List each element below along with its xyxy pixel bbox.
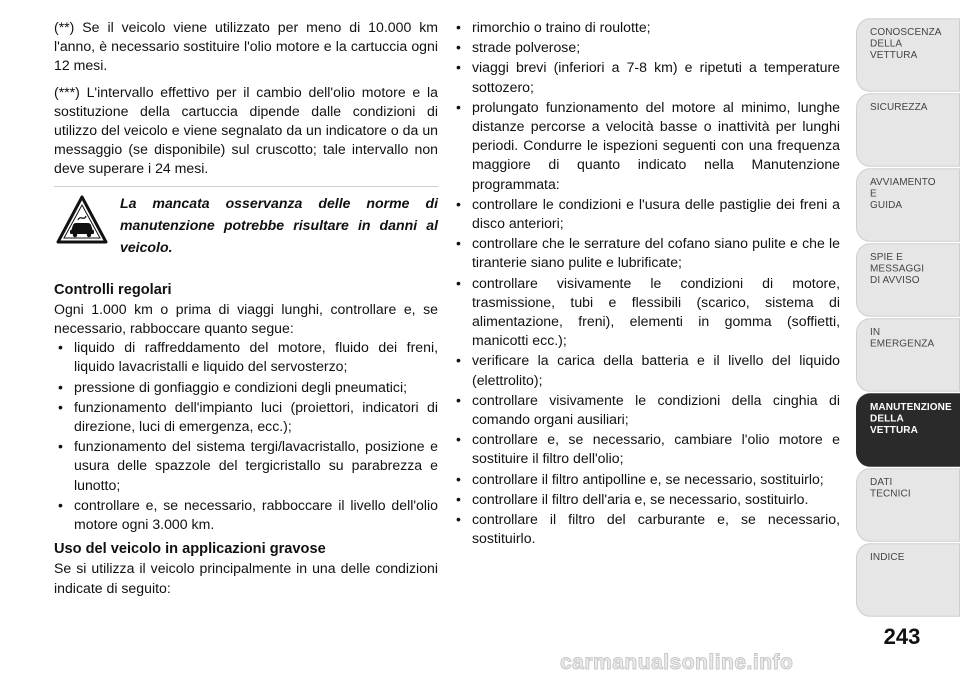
list-item: • pressione di gonfiaggio e condizioni degli pneumatici;: [54, 378, 438, 397]
list-item: • controllare che le serrature del cofano siano pulite e che le tiranterie siano pulite e lubrificate;: [452, 234, 840, 272]
list-item: • controllare le condizioni e l'usura delle pastiglie dei freni a disco anteriori;: [452, 195, 840, 233]
tab-dati-tecnici[interactable]: DATI TECNICI: [856, 468, 960, 542]
chapter-tabs: [856, 20, 960, 620]
heavy-use-heading: Uso del veicolo in applicazioni gravose: [54, 541, 326, 558]
regular-checks-list: [54, 338, 438, 534]
heavy-use-list: [452, 18, 840, 548]
list-item: • verificare la carica della batteria e il livello del liquido (elettrolito);: [452, 351, 840, 389]
right-column: [452, 18, 840, 549]
tab-sicurezza[interactable]: SICUREZZA: [856, 93, 960, 167]
list-item: • prolungato funzionamento del motore al minimo, lunghe distanze percorse a velocità basse o inattività per lunghi periodi. Condurre le ispezioni seguenti con una frequenza maggiore di quanto indicato nella Manutenzione programmata:: [452, 98, 840, 194]
list-item: • liquido di raffreddamento del motore, fluido dei freni, liquido lavacristalli e liquido del servosterzo;: [54, 338, 438, 376]
list-item: • controllare visivamente le condizioni della cinghia di comando organi ausiliari;: [452, 391, 840, 429]
page-number: 243: [883, 624, 921, 649]
tab-conoscenza-della-vettura[interactable]: CONOSCENZA DELLA VETTURA: [856, 18, 960, 92]
watermark: carmanualsonline.info: [560, 651, 794, 674]
list-item: • strade polverose;: [452, 38, 840, 57]
heavy-use-intro: Se si utilizza il veicolo principalmente in una delle condizioni indicate di seguito:: [54, 560, 438, 596]
list-item: • controllare e, se necessario, cambiare l'olio motore e sostituire il filtro dell'olio;: [452, 430, 840, 468]
left-column: [54, 18, 438, 598]
list-item: • funzionamento dell'impianto luci (proiettori, indicatori di direzione, luci di emergenza, ecc.);: [54, 398, 438, 436]
list-item: • controllare il filtro antipolline e, se necessario, sostituirlo;: [452, 470, 840, 489]
footnote-double-asterisk: (**) Se il veicolo viene utilizzato per meno di 10.000 km l'anno, è necessario sostituire l'olio motore e la cartuccia ogni 12 mesi.: [54, 19, 438, 74]
tab-spie-e-messaggi[interactable]: SPIE E MESSAGGI DI AVVISO: [856, 243, 960, 317]
tab-manutenzione-della-vettura[interactable]: MANUTENZIONE DELLA VETTURA: [856, 393, 960, 467]
tab-avviamento-e-guida[interactable]: AVVIAMENTO E GUIDA: [856, 168, 960, 242]
warning-text: La mancata osservanza delle norme di manutenzione potrebbe risultare in danni al veicolo.: [120, 194, 438, 255]
tab-in-emergenza[interactable]: IN EMERGENZA: [856, 318, 960, 392]
regular-checks-heading: Controlli regolari: [54, 281, 172, 298]
tab-indice[interactable]: INDICE: [856, 543, 960, 617]
list-item: • viaggi brevi (inferiori a 7-8 km) e ripetuti a temperature sottozero;: [452, 58, 840, 96]
list-item: • controllare il filtro dell'aria e, se necessario, sostituirlo.: [452, 490, 840, 509]
list-item: • controllare e, se necessario, rabboccare il livello dell'olio motore ogni 3.000 km.: [54, 496, 438, 534]
list-item: • controllare il filtro del carburante e, se necessario, sostituirlo.: [452, 510, 840, 548]
list-item: • funzionamento del sistema tergi/lavacristallo, posizione e usura delle spazzole del tergicristallo su parabrezza e lunotto;: [54, 437, 438, 495]
warning-box: [54, 186, 438, 281]
list-item: • rimorchio o traino di roulotte;: [452, 18, 840, 37]
regular-checks-intro: Ogni 1.000 km o prima di viaggi lunghi, controllare e, se necessario, rabboccare quanto segue:: [54, 300, 438, 337]
warning-divider: [54, 186, 438, 187]
list-item: • controllare visivamente le condizioni di motore, trasmissione, tubi e flessibili (scarico, sistema di alimentazione, freni), elementi in gomma (soffietti, manicotti ecc.);: [452, 274, 840, 351]
warning-car-icon: [56, 194, 108, 246]
footnote-triple-asterisk: (***) L'intervallo effettivo per il cambio dell'olio motore e la sostituzione della cartuccia dipende dalle condizioni di utilizzo del veicolo e viene segnalato da un indicatore o da un messaggio (se disponibile) sul cruscotto; tale intervallo non deve superare i 24 mesi.: [54, 83, 438, 177]
